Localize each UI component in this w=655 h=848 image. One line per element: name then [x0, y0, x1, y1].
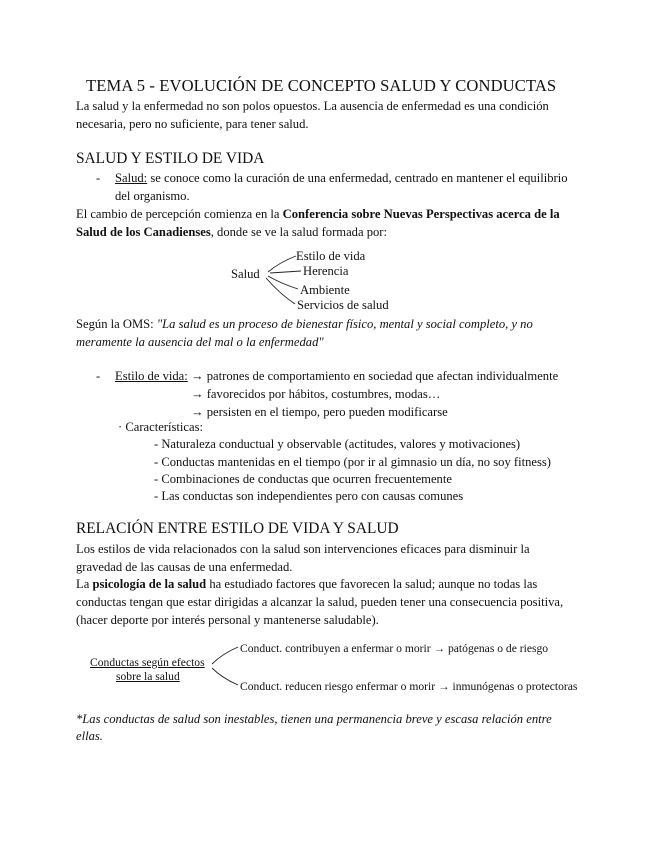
relacion-p1-line-1: Los estilos de vida relacionados con la salud son intervenciones eficaces para disminuir la — [76, 542, 530, 556]
caracteristica-item: - Combinaciones de conductas que ocurren frecuentemente — [154, 472, 452, 486]
page-title: TEMA 5 - EVOLUCIÓN DE CONCEPTO SALUD Y CONDUCTAS — [86, 76, 557, 95]
caracteristicas-label: · Características: — [118, 420, 203, 434]
diagram2-root-line-1: Conductas según efectos — [90, 656, 205, 669]
diagram-branch-servicios: Servicios de salud — [297, 298, 389, 312]
conferencia-name: Conferencia sobre Nuevas Perspectivas acerca de la — [282, 207, 560, 221]
estilo-arrow-3: → persisten en el tiempo, pero pueden modificarse — [191, 405, 448, 419]
diagram2-bottom-branch: Conduct. reducen riesgo enfermar o morir → inmunógenas o protectoras — [240, 680, 578, 693]
section-heading-salud-estilo: SALUD Y ESTILO DE VIDA — [76, 150, 265, 167]
diagram2-top-branch: Conduct. contribuyen a enfermar o morir → patógenas o de riesgo — [240, 642, 549, 655]
cambio-line-1: El cambio de percepción comienza en la Conferencia sobre Nuevas Perspectivas acerca de la — [76, 207, 560, 221]
oms-line-1: Según la OMS: "La salud es un proceso de bienestar físico, mental y social completo, y no — [76, 317, 533, 331]
estilo-arrow-2: → favorecidos por hábitos, costumbres, modas… — [191, 387, 441, 401]
caracteristica-item: - Las conductas son independientes pero con causas comunes — [154, 489, 464, 503]
relacion-p1-line-2: gravedad de las causas de una enfermedad. — [76, 560, 293, 574]
bullet-dash: - — [96, 171, 101, 185]
salud-definition-line-1: Salud: se conoce como la curación de una enfermedad, centrado en mantener el equilibrio — [115, 171, 568, 185]
oms-line-2: meramente la ausencia del mal o la enfermedad" — [76, 335, 324, 349]
cambio-line-2: Salud de los Canadienses, donde se ve la salud formada por: — [76, 225, 387, 239]
diagram-branch-estilo: Estilo de vida — [296, 249, 366, 263]
estilo-arrow-1: → patrones de comportamiento en sociedad que afectan individualmente — [191, 369, 559, 383]
salud-term: Salud: — [115, 171, 148, 185]
bullet-dash: - — [96, 369, 101, 383]
relacion-p2-line-2: conductas tengan que estar dirigidas a alcanzar la salud, pueden tener una consecuencia positiva, — [76, 595, 564, 609]
caracteristica-item: - Conductas mantenidas en el tiempo (por ir al gimnasio un día, no soy fitness) — [154, 455, 551, 469]
salud-definition-line-2: del organismo. — [115, 189, 190, 203]
diagram2-root-line-2: sobre la salud — [116, 670, 180, 683]
estilo-term: Estilo de vida: — [115, 369, 188, 383]
relacion-p2-line-1: La psicología de la salud ha estudiado factores que favorecen la salud; aunque no todas las — [76, 577, 538, 591]
relacion-p2-line-3: (hacer deporte por interés personal y mantenerse saludable). — [76, 613, 379, 627]
psicologia-salud: psicología de la salud — [92, 577, 207, 591]
oms-quote: "La salud es un proceso de bienestar físico, mental y social completo, y no — [156, 317, 533, 331]
section-heading-relacion: RELACIÓN ENTRE ESTILO DE VIDA Y SALUD — [76, 520, 399, 537]
note-line-1: *Las conductas de salud son inestables, tienen una permanencia breve y escasa relación entre — [76, 712, 552, 726]
intro-line-2: necesaria, pero no suficiente, para tener salud. — [76, 117, 309, 131]
note-line-2: ellas. — [76, 729, 103, 743]
diagram-branch-ambiente: Ambiente — [300, 283, 350, 297]
caracteristica-item: - Naturaleza conductual y observable (actitudes, valores y motivaciones) — [154, 437, 521, 451]
diagram-root-salud: Salud — [231, 267, 260, 281]
diagram-branch-herencia: Herencia — [303, 264, 349, 278]
intro-line-1: La salud y la enfermedad no son polos opuestos. La ausencia de enfermedad es una condición — [76, 99, 549, 113]
